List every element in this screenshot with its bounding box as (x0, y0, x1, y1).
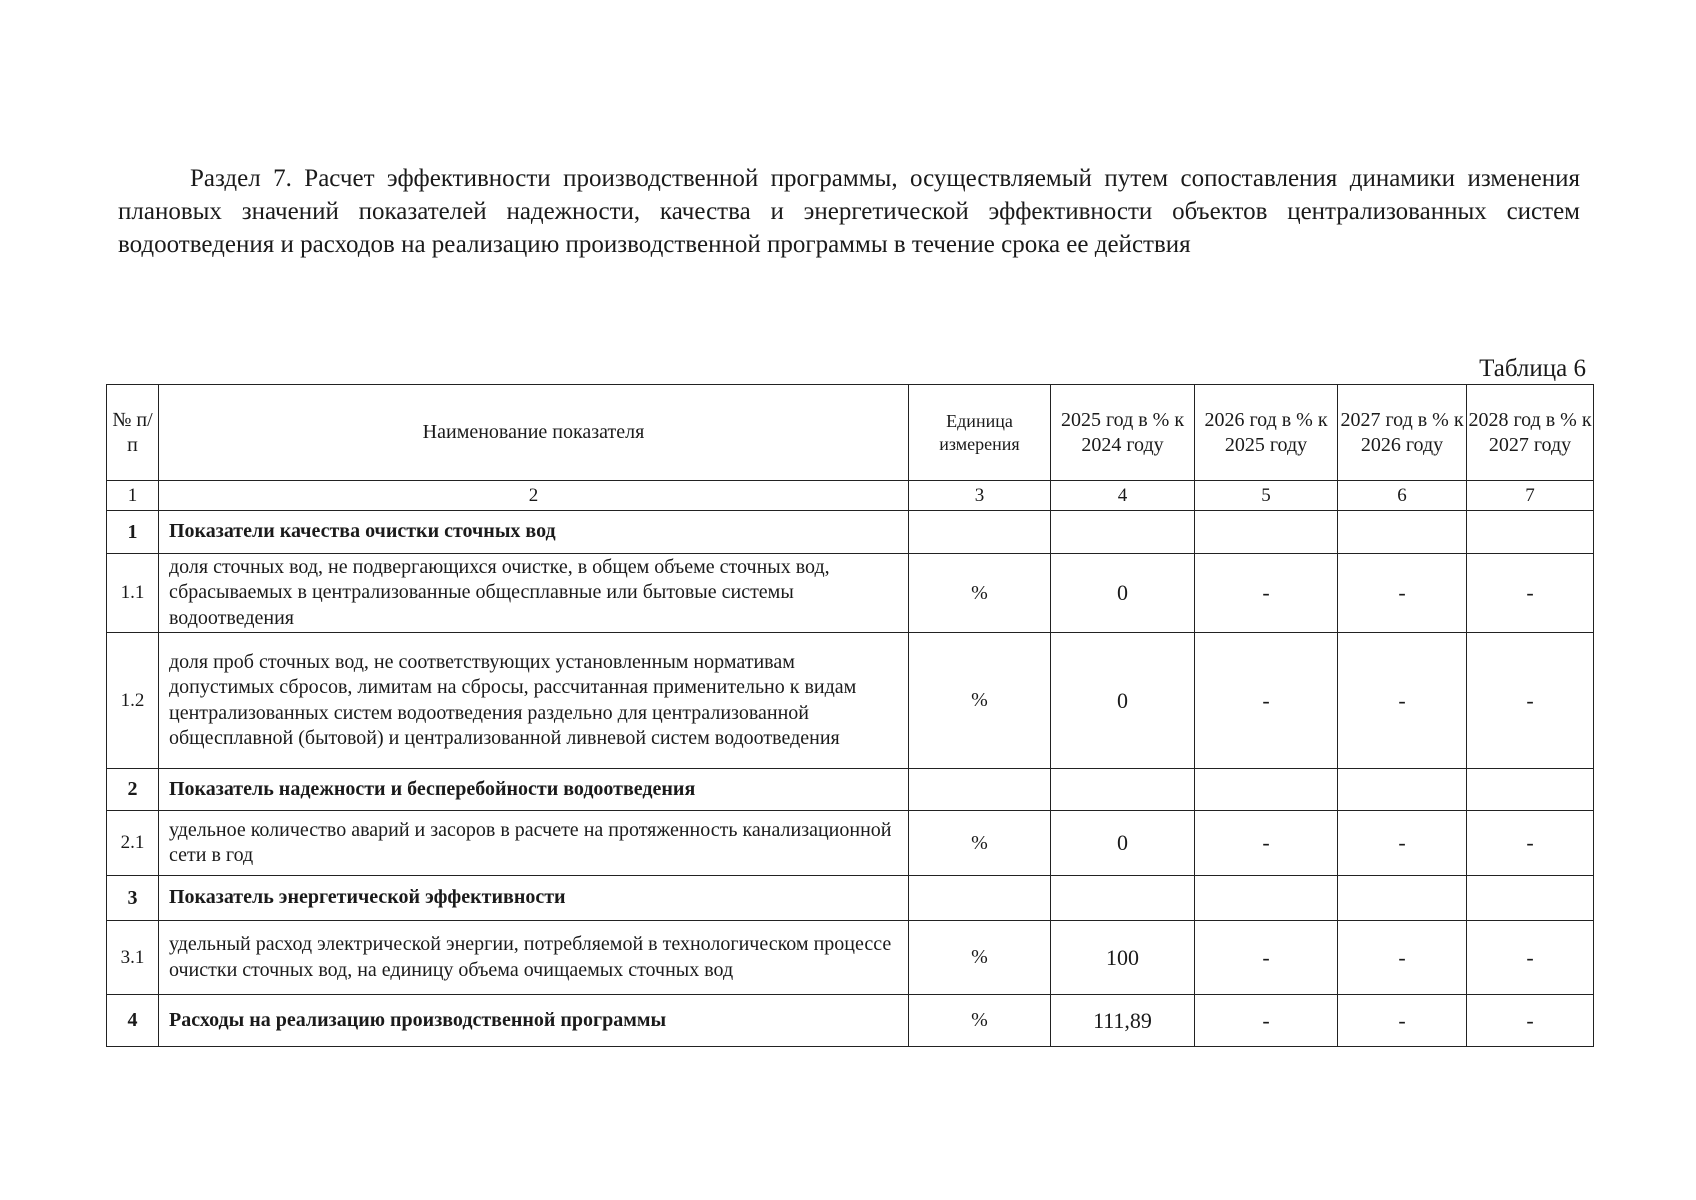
row-value-2026: - (1195, 554, 1338, 633)
column-number: 4 (1051, 481, 1195, 511)
row-unit: % (909, 554, 1051, 633)
section-title: Раздел 7. Расчет эффективности производственной программы, осуществляемый путем сопоставления динамики изменения плановых значений показателей надежности, качества и энергетической эффективности объектов централизованных систем водоотведения и расходов на реализацию производственной программы в течение срока ее действия (118, 165, 1580, 258)
header-unit: Единица измерения (909, 385, 1051, 481)
row-name: удельный расход электрической энергии, потребляемой в технологическом процессе очистки сточных вод, на единицу объема очищаемых сточных вод (159, 921, 909, 995)
row-value-2027 (1338, 769, 1467, 811)
row-value-2028: - (1467, 811, 1594, 876)
row-value-2028: - (1467, 554, 1594, 633)
row-number: 3 (107, 876, 159, 921)
row-name: доля сточных вод, не подвергающихся очистке, в общем объеме сточных вод, сбрасываемых в централизованные общесплавные или бытовые системы водоотведения (159, 554, 909, 633)
row-number: 1 (107, 511, 159, 554)
row-value-2026 (1195, 876, 1338, 921)
column-number: 6 (1338, 481, 1467, 511)
column-number: 1 (107, 481, 159, 511)
row-name: Расходы на реализацию производственной программы (159, 995, 909, 1047)
row-value-2026 (1195, 769, 1338, 811)
row-value-2025: 0 (1051, 811, 1195, 876)
row-value-2026: - (1195, 811, 1338, 876)
row-unit (909, 769, 1051, 811)
header-row (107, 385, 1594, 481)
row-value-2025: 100 (1051, 921, 1195, 995)
column-number: 7 (1467, 481, 1594, 511)
row-number: 2 (107, 769, 159, 811)
row-name: Показатели качества очистки сточных вод (159, 511, 909, 554)
row-value-2028 (1467, 511, 1594, 554)
table-row (107, 876, 1594, 921)
column-number-row (107, 481, 1594, 511)
row-value-2025 (1051, 876, 1195, 921)
row-value-2026: - (1195, 921, 1338, 995)
efficiency-table (106, 384, 1594, 1047)
row-value-2025 (1051, 769, 1195, 811)
row-name: Показатель энергетической эффективности (159, 876, 909, 921)
row-number: 1.2 (107, 633, 159, 769)
row-unit: % (909, 633, 1051, 769)
table-caption: Таблица 6 (1479, 355, 1586, 382)
table-row (107, 633, 1594, 769)
row-number: 4 (107, 995, 159, 1047)
row-value-2027: - (1338, 921, 1467, 995)
row-name: Показатель надежности и бесперебойности водоотведения (159, 769, 909, 811)
row-value-2028: - (1467, 921, 1594, 995)
row-value-2028 (1467, 769, 1594, 811)
row-value-2026: - (1195, 995, 1338, 1047)
row-name: удельное количество аварий и засоров в расчете на протяженность канализационной сети в год (159, 811, 909, 876)
column-number: 3 (909, 481, 1051, 511)
row-value-2025 (1051, 511, 1195, 554)
header-2026: 2026 год в % к 2025 году (1195, 385, 1338, 481)
header-2025: 2025 год в % к 2024 году (1051, 385, 1195, 481)
row-number: 2.1 (107, 811, 159, 876)
table-row (107, 554, 1594, 633)
row-value-2026 (1195, 511, 1338, 554)
row-value-2028: - (1467, 995, 1594, 1047)
row-value-2027 (1338, 511, 1467, 554)
row-value-2027: - (1338, 554, 1467, 633)
row-unit: % (909, 811, 1051, 876)
header-2028: 2028 год в % к 2027 году (1467, 385, 1594, 481)
header-num: № п/п (107, 385, 159, 481)
row-value-2027 (1338, 876, 1467, 921)
table-row (107, 811, 1594, 876)
row-unit (909, 511, 1051, 554)
row-value-2025: 111,89 (1051, 995, 1195, 1047)
row-value-2027: - (1338, 633, 1467, 769)
row-number: 3.1 (107, 921, 159, 995)
row-value-2025: 0 (1051, 633, 1195, 769)
row-value-2027: - (1338, 811, 1467, 876)
header-2027: 2027 год в % к 2026 году (1338, 385, 1467, 481)
table-row (107, 995, 1594, 1047)
row-unit (909, 876, 1051, 921)
row-number: 1.1 (107, 554, 159, 633)
row-name: доля проб сточных вод, не соответствующих установленным нормативам допустимых сбросов, лимитам на сбросы, рассчитанная применительно к видам централизованных систем водоотведения раздельно для централизованной общесплавной (бытовой) и централизованной ливневой систем водоотведения (159, 633, 909, 769)
table-row (107, 769, 1594, 811)
table-row (107, 511, 1594, 554)
row-value-2028: - (1467, 633, 1594, 769)
header-name: Наименование показателя (159, 385, 909, 481)
column-number: 2 (159, 481, 909, 511)
row-value-2025: 0 (1051, 554, 1195, 633)
row-value-2027: - (1338, 995, 1467, 1047)
column-number: 5 (1195, 481, 1338, 511)
row-unit: % (909, 921, 1051, 995)
table-row (107, 921, 1594, 995)
row-value-2028 (1467, 876, 1594, 921)
row-value-2026: - (1195, 633, 1338, 769)
row-unit: % (909, 995, 1051, 1047)
